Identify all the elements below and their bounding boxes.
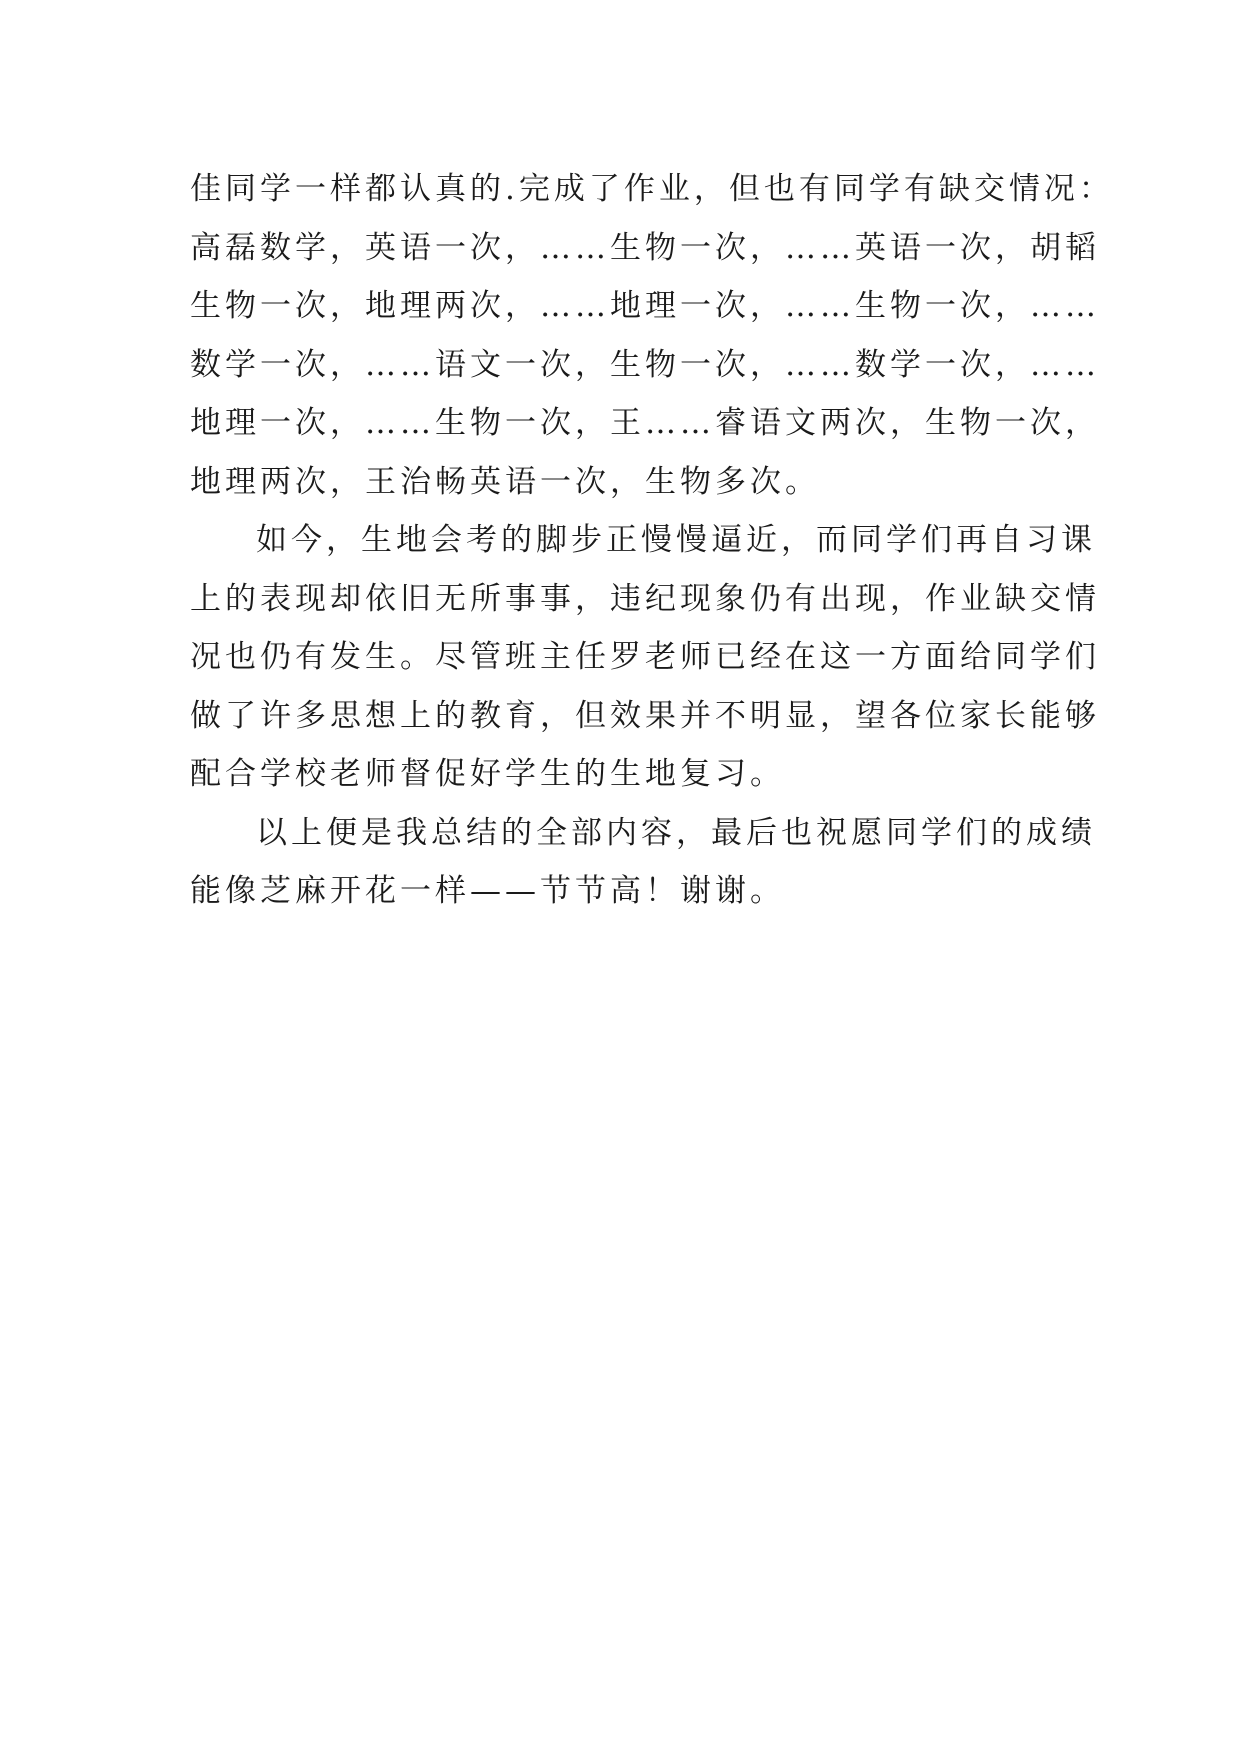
paragraph-line: 地理一次，……生物一次，王……睿语文两次，生物一次，	[190, 405, 1100, 441]
paragraph-line: 以上便是我总结的全部内容，最后也祝愿同学们的成绩	[256, 814, 1096, 851]
paragraph-line: 能像芝麻开花一样——节节高！谢谢。	[190, 873, 785, 909]
paragraph-line: 生物一次，地理两次，……地理一次，……生物一次，……	[190, 288, 1100, 324]
paragraph-line: 配合学校老师督促好学生的生地复习。	[190, 756, 785, 792]
paragraph-line: 地理两次，王治畅英语一次，生物多次。	[190, 463, 820, 500]
paragraph-line: 佳同学一样都认真的.完成了作业，但也有同学有缺交情况：	[190, 171, 1114, 207]
paragraph-homework-summary	[190, 160, 1114, 511]
paragraph-line: 如今，生地会考的脚步正慢慢逼近，而同学们再自习课	[256, 522, 1096, 558]
paragraph-line: 高磊数学，英语一次，……生物一次，……英语一次，胡韬	[190, 229, 1100, 266]
paragraph-closing	[190, 804, 1096, 921]
paragraph-exam-approach	[190, 511, 1100, 804]
paragraph-line: 做了许多思想上的教育，但效果并不明显，望各位家长能够	[190, 697, 1100, 734]
paragraph-line: 况也仍有发生。尽管班主任罗老师已经在这一方面给同学们	[190, 639, 1100, 675]
paragraph-line: 数学一次，……语文一次，生物一次，……数学一次，……	[190, 346, 1100, 383]
document-body	[190, 160, 1114, 921]
paragraph-line: 上的表现却依旧无所事事，违纪现象仍有出现，作业缺交情	[190, 580, 1100, 617]
